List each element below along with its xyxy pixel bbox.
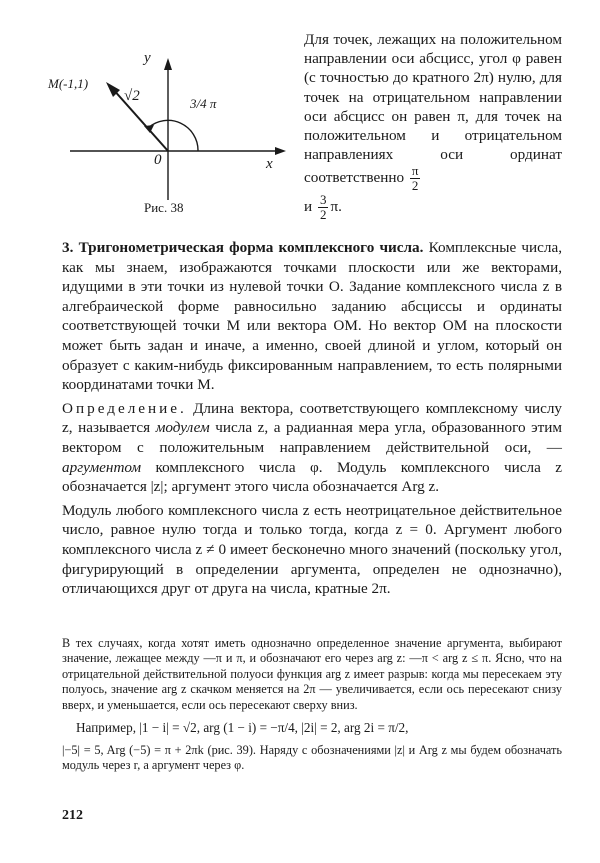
vector-om [112,88,168,151]
section-paragraph-3: Модуль любого комплексного числа z есть неотрицательное действительное число, равное нулю тогда и только тогда, когда z = 0. Аргумент любого комплексного числа z ≠ 0 имеет бесконечно много значений (поскольку угол, фигурирующий в определении аргумента, определен не однозначно), отличающихся друг от друга на числа, кратные 2π. [62,501,562,598]
fraction-pi-over-2 [410,164,421,193]
side-text [304,30,562,222]
note-block [62,636,562,774]
section-p1-text: Комплексные числа, как мы знаем, изображаются точками плоскости или же векторами, идущими в эти точки из нулевой точки O. Задание комплексного числа z в алгебраической форме равносильно заданию абсциссы и ординаты соответствующей точки M или вектора OM. Но вектор OM на плоскости может быть задан и иначе, а именно, своей длиной и углом, который он образует с каким-нибудь фиксированным направлением, то есть полярными координатами точки M. [62,239,562,394]
figure-caption: Рис. 38 [144,200,184,215]
example-equation: Например, |1 − i| = √2, arg (1 − i) = −π/4, |2i| = 2, arg 2i = π/2, [76,720,409,736]
section-paragraph-1 [62,238,562,395]
figure-38-diagram [40,30,300,200]
fraction-denominator: 2 [411,178,419,194]
x-axis-label: x [266,156,273,172]
fraction-denominator: 2 [319,207,327,223]
side-last-suffix: π. [330,198,342,216]
term-modulus: модулем [155,419,210,437]
definition-text-b: числа z, а радианная мера угла, образованного этим вектором с положительным направлением действительной оси, — [62,419,562,456]
point-m-label: M(-1,1) [48,76,89,91]
x-axis-arrow-icon [275,147,286,155]
term-argument: аргументом [62,458,142,476]
y-axis-arrow-icon [164,58,172,70]
fraction-numerator: π [411,163,419,179]
side-paragraph [304,30,562,193]
fraction-3-over-2 [318,193,329,222]
side-last-prefix: и [304,198,313,216]
y-axis-label: y [144,50,151,66]
angle-arc-arrow-icon [144,125,154,133]
side-paragraph-text: Для точек, лежащих на положительном направлении оси абсцисс, угол φ равен (с точностью до кратного 2π) нулю, для точек на отрицательном направлении оси абсцисс он равен π, для точек на положительном и отрицательном направлениях оси ординат соответственно [304,31,562,187]
section-heading: 3. Тригонометрическая форма комплексного числа. [62,239,424,256]
angle-label: 3/4 π [190,96,217,111]
vector-length-label: √2 [124,88,140,104]
definition-text-c: комплексного числа φ. Модуль комплексного числа z обозначается |z|; аргумент этого числа обозначается Arg z. [62,458,562,496]
figure-38 [40,30,300,230]
page-number: 212 [62,808,83,823]
definition-word: Определение. [62,399,187,417]
definition-text-a: Длина вектора, соответствующего комплексному числу z, называется [62,399,562,437]
side-last-line [304,193,562,222]
definition-paragraph [62,399,562,497]
fraction-numerator: 3 [319,192,327,208]
note-paragraph-2: |−5| = 5, Arg (−5) = π + 2πk (рис. 39). Наряду с обозначениями |z| и Arg z мы будем обозначать модуль через r, а аргумент через φ. [62,743,562,773]
note-paragraph-1: В тех случаях, когда хотят иметь однозначно определенное значение аргумента, выбирают значение, лежащее между —π и π, и обозначают его через arg z: —π < arg z ≤ π. Ясно, что на отрицательной действительной полуоси функция arg z имеет разрыв: когда мы пересекаем эту полуось, значение arg z скачком меняется на 2π — увеличивается, если ось пересекают снизу вверх, и уменьшается, если ось пересекают сверху вниз. [62,636,562,712]
origin-label: 0 [154,152,162,168]
main-text [62,238,562,599]
